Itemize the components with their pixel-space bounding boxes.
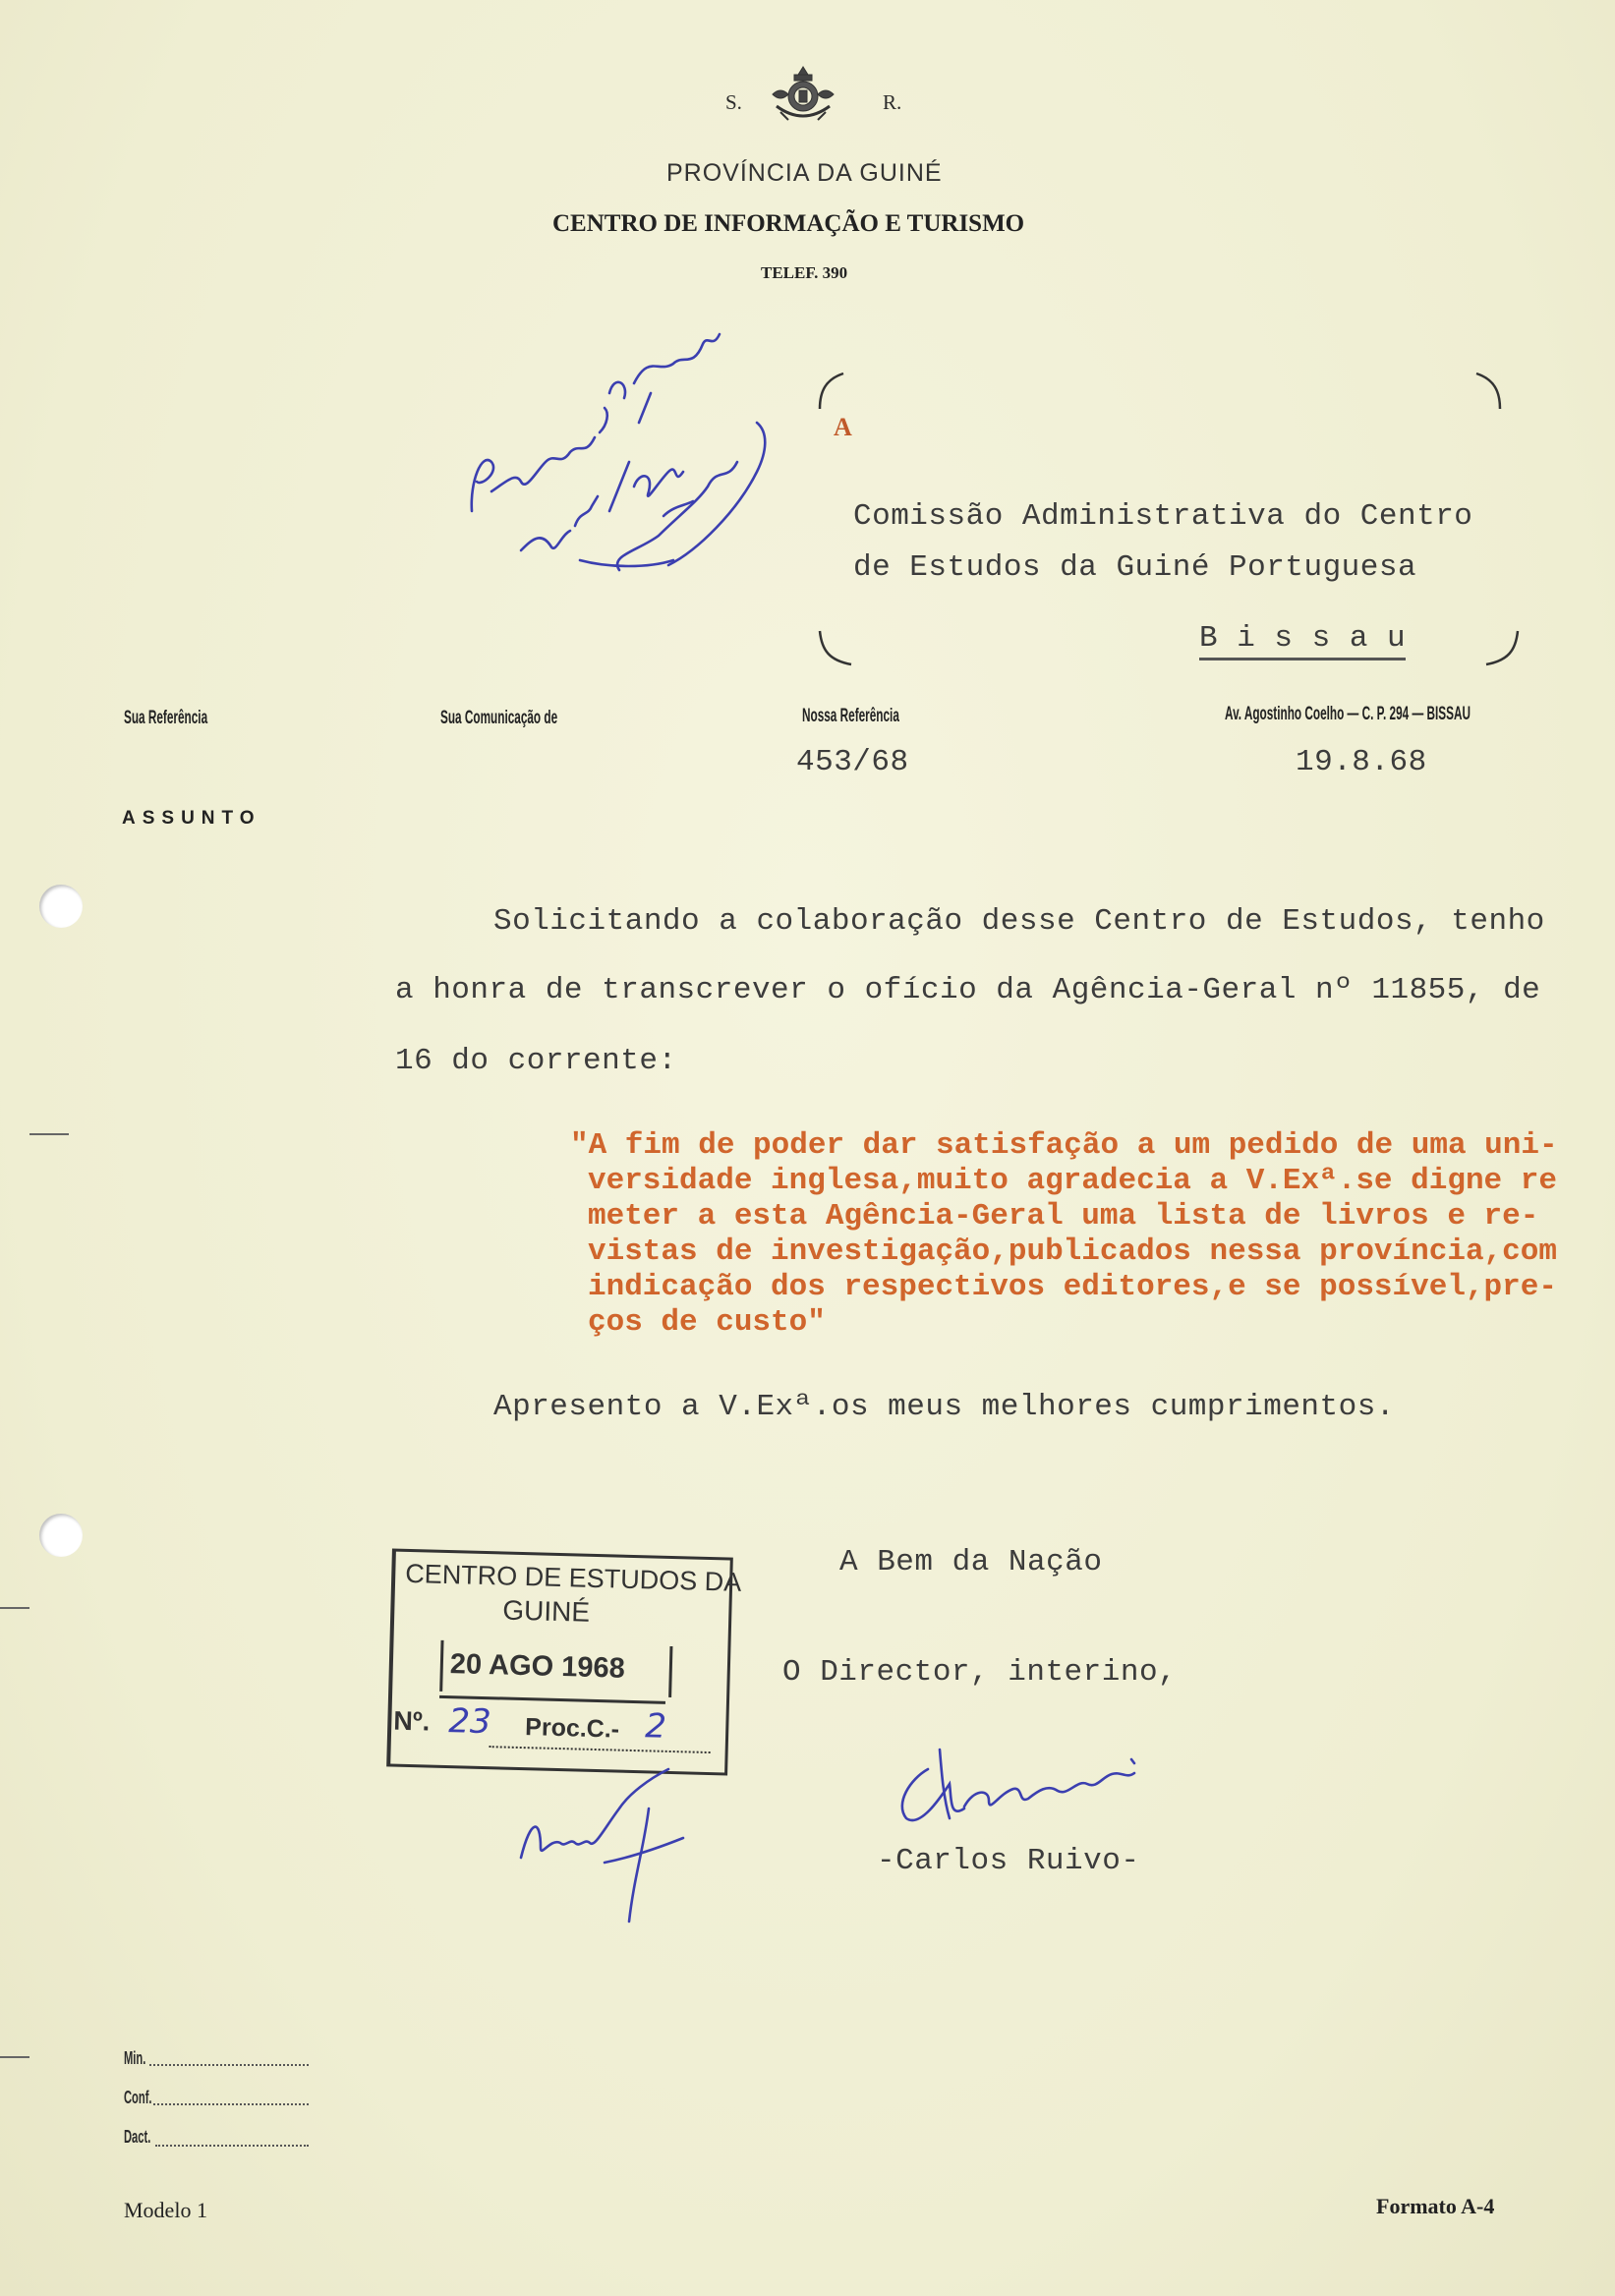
body-paragraph-line-1: Solicitando a colaboração desse Centro de Estudos, tenho <box>493 904 1545 939</box>
margin-mark <box>29 1133 69 1135</box>
stamp-number-value: 23 <box>447 1701 492 1743</box>
nossa-referencia-value: 453/68 <box>796 745 909 779</box>
address-corner-top-left <box>816 372 845 411</box>
address-label: Av. Agostinho Coelho — C. P. 294 — BISSAU <box>1225 704 1471 724</box>
sua-comunicacao-label: Sua Comunicação de <box>440 708 558 728</box>
header-initial-s: S. <box>725 90 742 114</box>
address-corner-bottom-right <box>1482 629 1522 668</box>
margin-mark <box>0 2056 29 2058</box>
margin-mark <box>0 1607 29 1609</box>
footer-conf-label: Conf. <box>124 2088 152 2107</box>
organization-title: CENTRO DE INFORMAÇÃO E TURISMO <box>552 210 1025 237</box>
assunto-label: ASSUNTO <box>122 808 261 829</box>
handwritten-signature <box>881 1730 1166 1838</box>
recipient-city: B i s s a u <box>1199 621 1406 660</box>
stamp-initials-handwritten <box>511 1750 688 1926</box>
recipient-line-2: de Estudos da Guiné Portuguesa <box>853 550 1417 585</box>
stamp-number-label: Nº. <box>392 1705 431 1737</box>
footer-conf-line <box>153 2103 309 2105</box>
address-corner-top-right <box>1474 372 1504 411</box>
stamp-proc-label: Proc.C.- <box>524 1713 620 1744</box>
recipient-prefix: A <box>834 413 852 441</box>
body-paragraph-line-2: a honra de transcrever o ofício da Agência-Geral nº 11855, de <box>395 973 1541 1007</box>
handwritten-annotation <box>462 315 816 580</box>
footer-format: Formato A-4 <box>1376 2194 1495 2218</box>
footer-dact-line <box>155 2145 309 2147</box>
sua-referencia-label: Sua Referência <box>124 708 208 728</box>
quote-line-6: ços de custo" <box>588 1305 826 1340</box>
quote-line-1: "A fim de poder dar satisfação a um pedido de uma uni- <box>570 1128 1558 1163</box>
salutation: A Bem da Nação <box>839 1545 1103 1579</box>
coat-of-arms-emblem <box>767 65 839 126</box>
telephone-number: TELEF. 390 <box>761 263 848 282</box>
signatory-title: O Director, interino, <box>782 1655 1178 1690</box>
signatory-name: -Carlos Ruivo- <box>877 1844 1140 1878</box>
nossa-referencia-label: Nossa Referência <box>802 706 899 726</box>
quote-line-2: versidade inglesa,muito agradecia a V.Exª.se digne re <box>588 1164 1557 1198</box>
punch-hole-bottom <box>39 1514 83 1557</box>
quote-line-4: vistas de investigação,publicados nessa província,com <box>588 1234 1557 1269</box>
stamp-date: 20 AGO 1968 <box>449 1648 626 1685</box>
body-paragraph-line-3: 16 do corrente: <box>395 1044 677 1078</box>
closing-line: Apresento a V.Exª.os meus melhores cumprimentos. <box>493 1390 1395 1424</box>
stamp-line-2: GUINÉ <box>501 1594 591 1628</box>
footer-dact-label: Dact. <box>124 2127 151 2147</box>
stamp-line-1: CENTRO DE ESTUDOS DA <box>404 1558 742 1597</box>
header-initial-r: R. <box>883 90 902 114</box>
address-corner-bottom-left <box>816 629 855 668</box>
receipt-stamp <box>386 1549 742 1776</box>
recipient-line-1: Comissão Administrativa do Centro <box>853 499 1473 534</box>
quote-line-3: meter a esta Agência-Geral uma lista de livros e re- <box>588 1199 1539 1234</box>
footer-model: Modelo 1 <box>124 2198 207 2222</box>
punch-hole-top <box>39 885 83 928</box>
stamp-proc-value: 2 <box>644 1706 667 1747</box>
province-title: PROVÍNCIA DA GUINÉ <box>666 159 943 187</box>
footer-min-line <box>149 2064 309 2066</box>
quote-line-5: indicação dos respectivos editores,e se possível,pre- <box>588 1270 1557 1304</box>
date-value: 19.8.68 <box>1296 745 1427 779</box>
footer-min-label: Min. <box>124 2048 146 2068</box>
